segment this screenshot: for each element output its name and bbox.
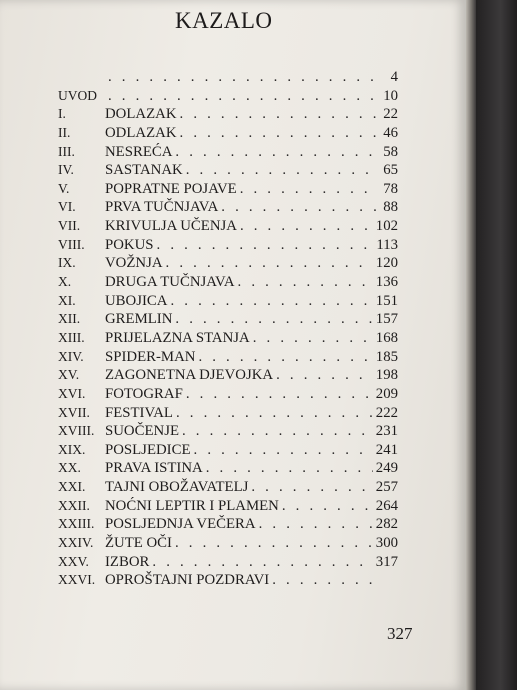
leader-dots: [282, 497, 373, 516]
leader-dots: [240, 217, 373, 236]
chapter-number: XVIII.: [58, 423, 95, 439]
toc-page-number: 4: [390, 69, 398, 85]
chapter-title: PRAVA ISTINA: [105, 460, 203, 477]
chapter-number: VIII.: [58, 236, 85, 252]
leader-dots: [186, 161, 377, 180]
toc-entry: [58, 292, 398, 311]
chapter-number: XIV.: [58, 348, 84, 364]
chapter-title: SASTANAK: [105, 162, 183, 179]
book-cover-edge: [476, 0, 517, 690]
toc-page-number: 120: [375, 255, 398, 272]
chapter-number: XIX.: [58, 441, 86, 457]
leader-dots: [108, 68, 377, 87]
chapter-title: DOLAZAK: [105, 106, 177, 123]
leader-dots: [108, 87, 377, 106]
chapter-number: IX.: [58, 255, 76, 271]
toc-page-number: 46: [383, 124, 398, 141]
toc-entry: [58, 534, 398, 553]
leader-dots: [175, 310, 372, 329]
chapter-number: V.: [58, 180, 70, 196]
chapter-number: XVI.: [58, 385, 86, 401]
toc-page-number: 78: [383, 180, 398, 197]
leader-dots: [221, 198, 377, 217]
toc-page-number: 241: [375, 441, 398, 458]
toc-entry: [58, 105, 398, 124]
toc-page-number: 22: [383, 106, 398, 123]
leader-dots: [206, 459, 373, 478]
toc-entry: [58, 348, 398, 367]
chapter-number: XXII.: [58, 497, 90, 513]
toc-entry: [58, 217, 398, 236]
leader-dots: [186, 385, 373, 404]
toc-page-number: 151: [375, 292, 398, 309]
toc-entry: [58, 198, 398, 217]
chapter-number: XVII.: [58, 404, 90, 420]
toc-entry: [58, 459, 398, 478]
leader-dots: [198, 348, 372, 367]
leader-dots: [238, 273, 373, 292]
leader-dots: [176, 404, 373, 423]
chapter-number: XIII.: [58, 329, 85, 345]
chapter-title: PRVA TUČNJAVA: [105, 199, 219, 216]
toc-page-number: 249: [375, 460, 398, 477]
leader-dots: [251, 478, 372, 497]
leader-dots: [175, 143, 377, 162]
leader-dots: [276, 366, 373, 385]
chapter-number: III.: [58, 143, 75, 159]
toc-page-number: 157: [375, 311, 398, 328]
book-page-edges: [466, 0, 476, 690]
chapter-number: I.: [58, 106, 66, 122]
toc-entry: [58, 404, 398, 423]
toc-entry: [58, 254, 398, 273]
toc-page-number: 168: [375, 329, 398, 346]
toc-page-number: 317: [375, 553, 398, 570]
chapter-title: POPRATNE POJAVE: [105, 180, 237, 197]
toc-entry: [58, 180, 398, 199]
toc-entry: [58, 143, 398, 162]
toc-entry: [58, 478, 398, 497]
chapter-title: GREMLIN: [105, 311, 173, 328]
toc-entry: [58, 366, 398, 385]
leader-dots: [259, 515, 373, 534]
toc-page-number: 102: [375, 218, 398, 235]
toc-entry: [58, 441, 398, 460]
toc-page-number: 300: [375, 535, 398, 552]
toc-page-number: 136: [375, 274, 398, 291]
chapter-title: DRUGA TUČNJAVA: [105, 274, 235, 291]
chapter-title: SPIDER-MAN: [105, 348, 196, 365]
chapter-title: SUOČENJE: [105, 423, 179, 440]
leader-dots: [175, 534, 373, 553]
page-number-folio: 327: [387, 624, 413, 643]
toc-intro-page-row: [58, 68, 398, 87]
toc-page-number: 257: [375, 479, 398, 496]
chapter-title: PRIJELAZNA STANJA: [105, 329, 250, 346]
chapter-title: NESREĆA: [105, 143, 173, 160]
leader-dots: [253, 329, 373, 348]
leader-dots: [170, 292, 372, 311]
chapter-title: TAJNI OBOŽAVATELJ: [105, 479, 249, 496]
toc-page-number: 222: [375, 404, 398, 421]
toc-entry: [58, 329, 398, 348]
chapter-number: VI.: [58, 199, 76, 215]
chapter-title: OPROŠTAJNI POZDRAVI: [105, 572, 270, 589]
chapter-number: XX.: [58, 460, 81, 476]
chapter-number: II.: [58, 124, 71, 140]
chapter-title: VOŽNJA: [105, 255, 163, 272]
toc-entry: [58, 422, 398, 441]
chapter-number: XII.: [58, 311, 81, 327]
toc-entry: [58, 273, 398, 292]
chapter-number: IV.: [58, 162, 74, 178]
leader-dots: [194, 441, 373, 460]
chapter-number: XI.: [58, 292, 76, 308]
chapter-title: ZAGONETNA DJEVOJKA: [105, 367, 274, 384]
toc-entry: [58, 124, 398, 143]
leader-dots: [157, 236, 374, 255]
toc-page-number: 185: [375, 348, 398, 365]
toc-entry: [58, 571, 398, 590]
toc-page-number: 88: [383, 199, 398, 216]
table-of-contents: [58, 68, 398, 590]
toc-page-number: 58: [383, 143, 398, 160]
page-title: KAZALO: [175, 8, 273, 33]
leader-dots: [180, 105, 377, 124]
chapter-title: KRIVULJA UČENJA: [105, 218, 237, 235]
chapter-title: IZBOR: [105, 553, 150, 570]
toc-page-number: 282: [375, 516, 398, 533]
chapter-number: XXI.: [58, 479, 86, 495]
leader-dots: [166, 254, 373, 273]
toc-entry: [58, 87, 398, 106]
leader-dots: [180, 124, 377, 143]
chapter-number: XXIV.: [58, 535, 94, 551]
chapter-number: XXVI.: [58, 572, 96, 588]
toc-page-number: 10: [383, 87, 398, 104]
chapter-number: XV.: [58, 367, 80, 383]
leader-dots: [152, 553, 372, 572]
leader-dots: [240, 180, 377, 199]
toc-page-number: 231: [375, 423, 398, 440]
leader-dots: [182, 422, 373, 441]
chapter-number: XXV.: [58, 553, 89, 569]
toc-page-number: 209: [375, 385, 398, 402]
chapter-number: VII.: [58, 218, 81, 234]
chapter-title: FOTOGRAF: [105, 385, 183, 402]
chapter-title: FESTIVAL: [105, 404, 173, 421]
toc-entry: [58, 310, 398, 329]
leader-dots: [272, 571, 377, 590]
chapter-title: POSLJEDICE: [105, 441, 191, 458]
toc-page-number: 65: [383, 162, 398, 179]
chapter-title: UBOJICA: [105, 292, 168, 309]
toc-entry: [58, 497, 398, 516]
chapter-title: POKUS: [105, 236, 154, 253]
chapter-title: NOĆNI LEPTIR I PLAMEN: [105, 497, 279, 514]
chapter-number: X.: [58, 274, 72, 290]
toc-entry: [58, 553, 398, 572]
toc-entry: [58, 515, 398, 534]
chapter-title: ODLAZAK: [105, 124, 177, 141]
toc-entry: [58, 236, 398, 255]
chapter-number: UVOD: [58, 87, 97, 103]
chapter-title: ŽUTE OČI: [105, 535, 172, 552]
toc-page-number: 264: [375, 497, 398, 514]
toc-page-number: 198: [375, 367, 398, 384]
chapter-title: POSLJEDNJA VEČERA: [105, 516, 256, 533]
toc-entry: [58, 161, 398, 180]
toc-page-number: 113: [376, 236, 398, 253]
chapter-number: XXIII.: [58, 516, 95, 532]
toc-entry: [58, 385, 398, 404]
